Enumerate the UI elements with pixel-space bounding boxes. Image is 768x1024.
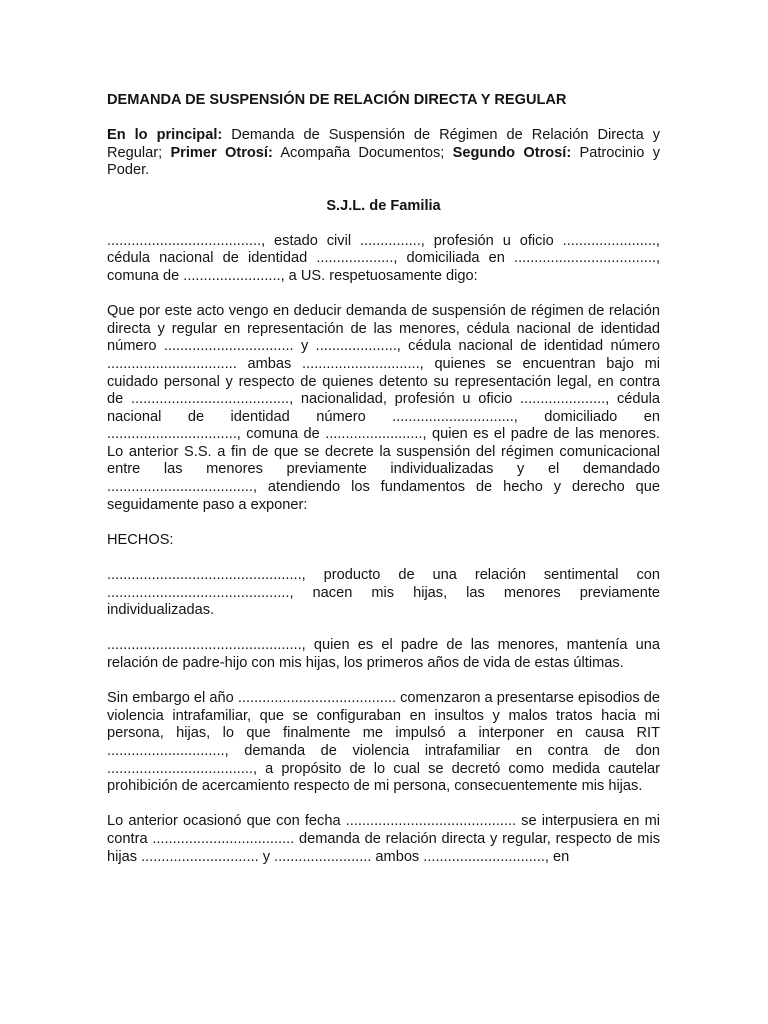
principal-text: Demanda de Suspensión de Régimen de Relación Directa y Regular; [107, 127, 660, 161]
document-title: DEMANDA DE SUSPENSIÓN DE RELACIÓN DIRECTA Y REGULAR [107, 92, 567, 108]
principal-label: En lo principal: [107, 127, 223, 144]
court-heading: S.J.L. de Familia [326, 197, 441, 214]
facts-heading: HECHOS: [107, 531, 174, 548]
otrosi1-label: Primer Otrosí: [170, 144, 273, 161]
fact-paragraph-1: ................................................, producto de una relación sentimental con ............................................., nacen mis hijas, las menores previamente individualizadas. [107, 567, 660, 619]
summary-paragraph [107, 127, 660, 180]
fact-paragraph-2: ................................................, quien es el padre de las menores, mantenía una relación de padre-hijo con mis hijas, los primeros años de vida de estas últimas. [107, 637, 660, 671]
fact-paragraph-4: Lo anterior ocasionó que con fecha .......................................... se interpusiera en mi contra ................................... demanda de relación directa y regular, respecto de mis hijas ............................. y ........................ ambos .............................., en [107, 813, 660, 865]
document-body [107, 92, 660, 866]
otrosi2-label: Segundo Otrosí: [452, 144, 572, 161]
intro-paragraph: ......................................, estado civil ..............., profesión u oficio ......................., cédula nacional de identidad ..................., domiciliada en ..................................., comuna de ........................, a US. respetuosamente digo: [107, 232, 660, 284]
otrosi2-text: Patrocinio y Poder. [107, 144, 660, 179]
body-paragraph: Que por este acto vengo en deducir demanda de suspensión de régimen de relación directa y regular en representación de las menores, cédula nacional de identidad número ................................ y ...................., cédula nacional de identidad número ................................ ambas ............................., quienes se encuentran bajo mi cuidado personal y respecto de quienes detento su representación legal, en contra de ......................................., nacionalidad, profesión u oficio ....................., cédula nacional de identidad número .............................., domiciliado en ................................, comuna de ........................, quien es el padre de las menores. Lo anterior S.S. a fin de que se decrete la suspensión del régimen comunicacional entre las menores previamente individualizadas y el demandado ...................................., atendiendo los fundamentos de hecho y derecho que seguidamente paso a exponer: [107, 303, 660, 513]
otrosi1-text: Acompaña Documentos; [272, 144, 453, 161]
fact-paragraph-3: Sin embargo el año ....................................... comenzaron a presentarse episodios de violencia intrafamiliar, que se configuraban en insultos y malos tratos hacia mi persona, hijas, lo que finalmente me impulsó a interponer en causa RIT ............................., demanda de violencia intrafamiliar en contra de don ...................................., a propósito de lo cual se decretó como medida cautelar prohibición de acercamiento respecto de mi persona, consecuentemente mis hijas. [107, 690, 660, 795]
